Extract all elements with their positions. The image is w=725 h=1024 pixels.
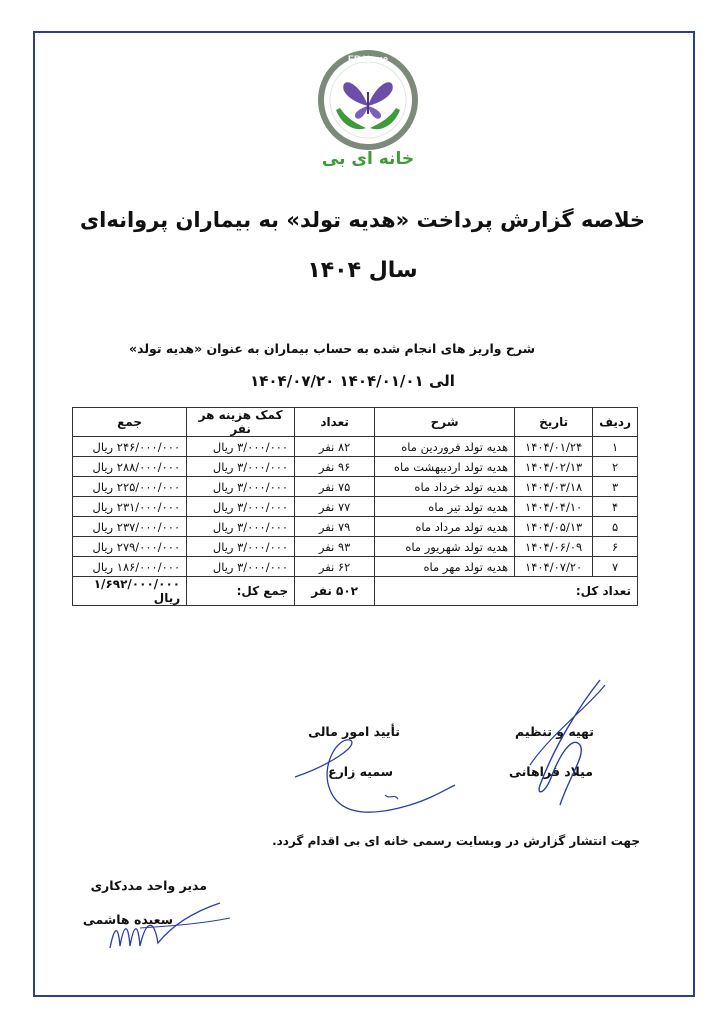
row-index: ۱ [593,437,638,457]
eb-home-logo [318,48,418,170]
header-per-person: کمک هزینه هر نفر [187,408,295,437]
row-count: ۹۶ نفر [295,457,375,477]
row-count: ۸۲ نفر [295,437,375,457]
row-sum: ۲۳۷/۰۰۰/۰۰۰ ریال [73,517,187,537]
row-per-person: ۳/۰۰۰/۰۰۰ ریال [187,477,295,497]
row-sum: ۲۸۸/۰۰۰/۰۰۰ ریال [73,457,187,477]
row-per-person: ۳/۰۰۰/۰۰۰ ریال [187,437,295,457]
row-description: هدیه تولد اردیبهشت ماه [375,457,515,477]
prepared-by-name: میلاد فراهانی [508,764,593,779]
row-per-person: ۳/۰۰۰/۰۰۰ ریال [187,557,295,577]
table-header-row [73,408,638,437]
table-row [73,557,638,577]
publish-note: جهت انتشار گزارش در وبسایت رسمی خانه ای بی اقدام گردد. [272,834,640,848]
row-sum: ۲۳۱/۰۰۰/۰۰۰ ریال [73,497,187,517]
total-count: ۵۰۲ نفر [295,577,375,606]
row-count: ۷۷ نفر [295,497,375,517]
row-index: ۶ [593,537,638,557]
header-date: تاریخ [515,408,593,437]
table-row [73,537,638,557]
row-date: ۱۴۰۴/۰۵/۱۳ [515,517,593,537]
finance-signature [290,735,460,825]
row-count: ۶۲ نفر [295,557,375,577]
row-index: ۲ [593,457,638,477]
date-range: ۱۴۰۴/۰۷/۲۰ الی ۱۴۰۴/۰۱/۰۱ [250,372,455,390]
table-row [73,457,638,477]
row-description: هدیه تولد مرداد ماه [375,517,515,537]
header-sum: جمع [73,408,187,437]
row-date: ۱۴۰۴/۰۲/۱۳ [515,457,593,477]
row-date: ۱۴۰۴/۰۶/۰۹ [515,537,593,557]
row-date: ۱۴۰۴/۰۱/۲۴ [515,437,593,457]
report-year: سال ۱۴۰۴ [307,258,418,283]
row-count: ۷۹ نفر [295,517,375,537]
row-date: ۱۴۰۴/۰۷/۲۰ [515,557,593,577]
row-date: ۱۴۰۴/۰۴/۱۰ [515,497,593,517]
prepared-signature [510,675,620,815]
director-signature [100,888,240,958]
payments-table [72,407,638,606]
report-title: خلاصه گزارش پرداخت «هدیه تولد» به بیماران پروانه‌ای [79,208,646,232]
row-description: هدیه تولد خرداد ماه [375,477,515,497]
table-row [73,437,638,457]
row-index: ۳ [593,477,638,497]
row-date: ۱۴۰۴/۰۳/۱۸ [515,477,593,497]
row-index: ۵ [593,517,638,537]
finance-title: تأیید امور مالی [308,724,400,739]
header-description: شرح [375,408,515,437]
row-description: هدیه تولد تیر ماه [375,497,515,517]
header-index: ردیف [593,408,638,437]
row-sum: ۱۸۶/۰۰۰/۰۰۰ ریال [73,557,187,577]
logo-name: خانه ای بی [321,149,415,169]
row-sum: ۲۴۶/۰۰۰/۰۰۰ ریال [73,437,187,457]
row-description: هدیه تولد فروردین ماه [375,437,515,457]
row-sum: ۲۲۵/۰۰۰/۰۰۰ ریال [73,477,187,497]
row-description: هدیه تولد مهر ماه [375,557,515,577]
table-row [73,517,638,537]
row-per-person: ۳/۰۰۰/۰۰۰ ریال [187,537,295,557]
table-row [73,477,638,497]
report-subtitle: شرح واریز های انجام شده به حساب بیماران به عنوان «هدیه تولد» [129,341,535,356]
row-count: ۷۵ نفر [295,477,375,497]
prepared-by-title: تهیه و تنظیم [515,724,594,739]
finance-name: سمیه زارع [328,764,393,779]
total-sum: ۱/۶۹۲/۰۰۰/۰۰۰ ریال [73,577,187,606]
row-index: ۷ [593,557,638,577]
director-name: سعیده هاشمی [82,912,173,927]
total-sum-label: جمع کل: [187,577,295,606]
row-index: ۴ [593,497,638,517]
row-per-person: ۳/۰۰۰/۰۰۰ ریال [187,497,295,517]
header-count: تعداد [295,408,375,437]
row-description: هدیه تولد شهریور ماه [375,537,515,557]
total-count-label: تعداد کل: [375,577,638,606]
row-per-person: ۳/۰۰۰/۰۰۰ ریال [187,457,295,477]
row-per-person: ۳/۰۰۰/۰۰۰ ریال [187,517,295,537]
director-title: مدیر واحد مددکاری [90,878,207,893]
logo-ring-text: EB Home [347,54,389,64]
row-count: ۹۳ نفر [295,537,375,557]
table-row [73,497,638,517]
row-sum: ۲۷۹/۰۰۰/۰۰۰ ریال [73,537,187,557]
table-total-row [73,577,638,606]
